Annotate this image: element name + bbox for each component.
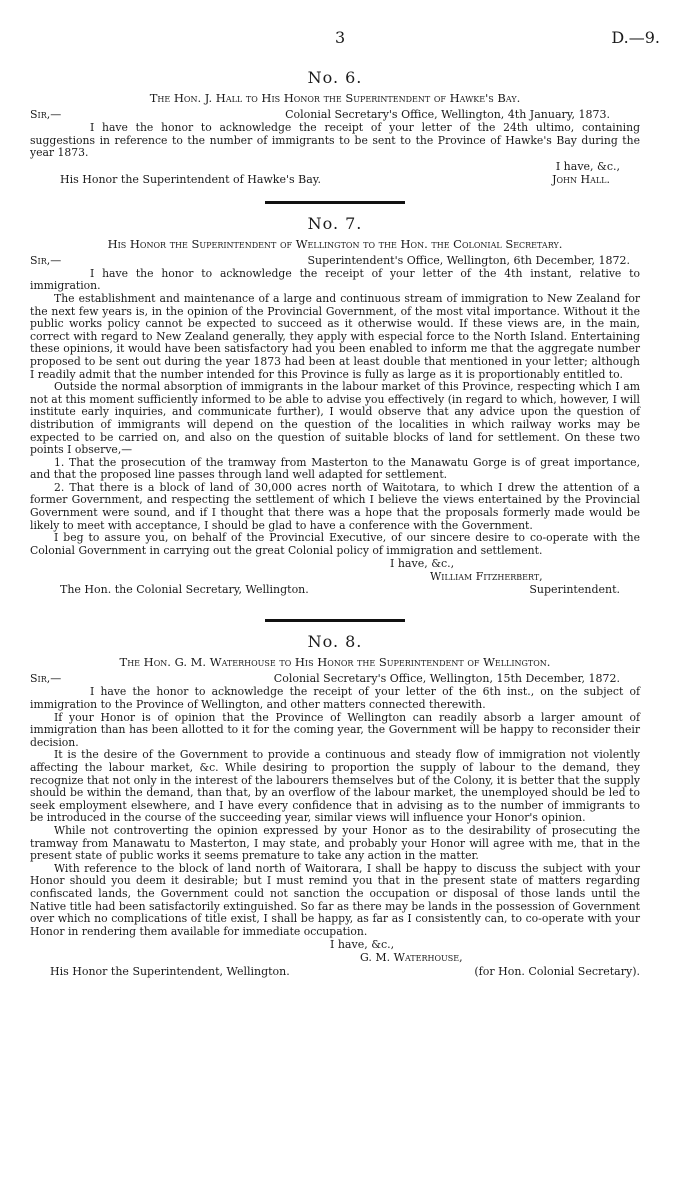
closing: I have, &c., — [330, 938, 395, 952]
salutation: Sir,— — [30, 672, 62, 686]
paragraph: With reference to the block of land north of Waitorara, I shall be happy to discuss the subject with your Honor should you deem it desirable; but I must remind you that in the present state of matters regarding confiscated lands, the Government could not sanction the occupation or disposal of those lands until the Native title had been satisfactorily extinguished. So far as there may be lands in the possession of Government over which no complications of title exist, I shall be happy, as far as I consistently can, to co-operate with your Honor in rendering them available for immediate occupation. — [30, 861, 640, 938]
salutation: Sir,— — [30, 253, 62, 267]
addressee: His Honor the Superintendent of Hawke's Bay. — [60, 172, 322, 186]
signature: G. M. Waterhouse, — [360, 951, 463, 965]
letter-no-8 — [30, 632, 640, 979]
document-reference: D.—9. — [611, 28, 660, 47]
paragraph: I beg to assure you, on behalf of the Provincial Executive, of our sincere desire to co-operate with the Colonial Government in carrying out the great Colonial policy of immigration and settlement. — [30, 531, 640, 557]
dateline: Colonial Secretary's Office, Wellington, 15th December, 1872. — [273, 672, 620, 686]
addressee: The Hon. the Colonial Secretary, Wellington. — [60, 583, 309, 597]
letter-number: No. 6. — [307, 68, 363, 87]
addressee: His Honor the Superintendent, Wellington. — [50, 965, 290, 979]
letter-heading: The Hon. G. M. Waterhouse to His Honor the Superintendent of Wellington. — [119, 655, 551, 670]
closing: I have, &c., — [390, 557, 455, 571]
paragraph: I have the honor to acknowledge the receipt of your letter of the 6th inst., on the subject of immigration to the Province of Wellington, and other matters connected therewith. — [30, 685, 640, 712]
paragraph: If your Honor is of opinion that the Province of Wellington can readily absorb a larger amount of immigration than has been allotted to it for the coming year, the Government will be happy to reconsider their decision. — [30, 710, 640, 749]
running-header — [30, 28, 660, 52]
section-divider — [265, 619, 405, 622]
section-divider — [265, 201, 405, 204]
dateline: Colonial Secretary's Office, Wellington, 4th January, 1873. — [285, 108, 610, 121]
signature: John Hall. — [552, 172, 610, 186]
signature-title: Superintendent. — [529, 583, 620, 597]
signature: William Fitzherbert, — [430, 570, 543, 584]
signature-title: (for Hon. Colonial Secretary). — [474, 965, 640, 979]
dateline: Superintendent's Office, Wellington, 6th December, 1872. — [307, 253, 630, 267]
letter-heading: The Hon. J. Hall to His Honor the Superintendent of Hawke's Bay. — [149, 91, 521, 105]
letter-number: No. 8. — [307, 632, 363, 652]
paragraph: Outside the normal absorption of immigrants in the labour market of this Province, respecting which I am not at this moment sufficiently informed to be able to advise you effectively (in regard to which, however, I will institute early inquiries, and communicate further), I would observe that any advice upon the question of distribution of immigrants will depend on the question of the localities in which railway works may be expected to be carried on, and also on the question of suitable blocks of land for settlement. On these two points I observe,— — [30, 380, 640, 457]
letter-number: No. 7. — [307, 213, 363, 233]
paragraph: 1. That the prosecution of the tramway from Masterton to the Manawatu Gorge is of great importance, and that the proposed line passes through land well adapted for settlement. — [30, 455, 640, 482]
paragraph: While not controverting the opinion expressed by your Honor as to the desirability of prosecuting the tramway from Manawatu to Masterton, I may state, and probably your Honor will agree with me, that in the present state of public works it seems premature to take any action in the matter. — [30, 823, 640, 863]
letter-no-7 — [30, 214, 640, 598]
closing: I have, &c., — [555, 159, 620, 173]
paragraph: The establishment and maintenance of a large and continuous stream of immigration to New Zealand for the next few years is, in the opinion of the Provincial Government, of the most vital importance. Without it the public works policy cannot be expected to succeed as it otherwise would. If these views are, in the main, correct with regard to New Zealand generally, they apply with especial force to the North Island. Entertaining these opinions, it would have been satisfactory had you been enabled to inform me that the aggregate number proposed to be sent out during the year 1873 had been at least double that mentioned in your letter; although I readily admit that the number intended for this Province is fully as large as it is proportionably entitled to. — [30, 291, 640, 381]
salutation: Sir,— — [30, 108, 62, 121]
letter-heading: His Honor the Superintendent of Wellington to the Hon. the Colonial Secretary. — [107, 236, 563, 251]
paragraph: I have the honor to acknowledge the receipt of your letter of the 4th instant, relative to immigration. — [30, 266, 640, 293]
document-page — [30, 28, 660, 979]
letter-no-6 — [30, 68, 640, 187]
paragraph: 2. That there is a block of land of 30,000 acres north of Waitotara, to which I drew the attention of a former Government, and respecting the settlement of which I believe the views entertained by the Provincial Government were sound, and if I thought that there was a hope that the proposals formerly made would be likely to meet with acceptance, I should be glad to have a conference with the Government. — [30, 480, 640, 532]
page-number: 3 — [335, 28, 346, 47]
paragraph: I have the honor to acknowledge the receipt of your letter of the 24th ultimo, containing suggestions in reference to the number of immigrants to be sent to the Province of Hawke's Bay during the year 1873. — [30, 121, 640, 160]
paragraph: It is the desire of the Government to provide a continuous and steady flow of immigration not violently affecting the labour market, &c. While desiring to proportion the supply of labour to the demand, they recognize that not only in the interest of the labourers themselves but of the Colony, it is better that the supply should be within the demand, than that, by an overflow of the labour market, the unemployed should be led to seek employment elsewhere, and I have every confidence that in advising as to the number of immigrants to be introduced in the course of the succeeding year, similar views will influence your Honor's opinion. — [30, 748, 640, 825]
